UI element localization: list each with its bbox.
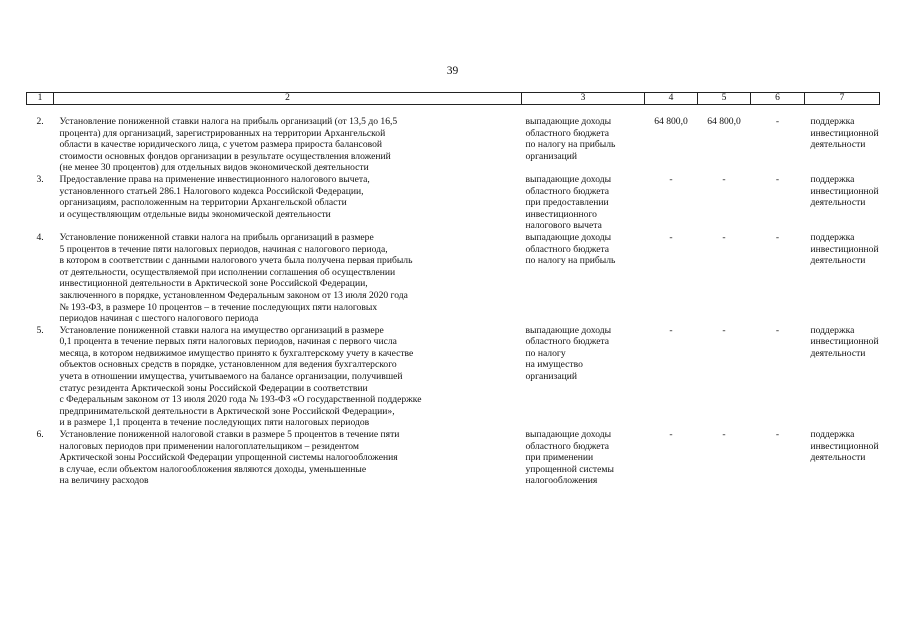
benefit-purpose [805, 232, 880, 325]
expenditure-type-line: по налогу на прибыль [525, 255, 616, 267]
benefit-description-line: и в размере 1,1 процента в течение последующих пяти налоговых периодов [59, 417, 370, 429]
benefit-description-line: инвестиционной деятельности в Арктической зоне Российской Федерации, [59, 278, 368, 290]
benefit-purpose-line: поддержка [810, 173, 855, 185]
benefit-description-line: Арктической зоны Российской Федерации упрощенной системы налогообложения [59, 452, 398, 464]
row-number: 2. [36, 116, 44, 127]
column-header-2: 2 [54, 93, 522, 105]
benefit-description [54, 429, 522, 487]
column-header-1: 1 [27, 93, 54, 105]
expenditure-type-line: налогообложения [525, 475, 598, 487]
value-col-4: - [669, 324, 673, 336]
value-col-6: - [775, 173, 780, 185]
value-col-6: - [775, 429, 780, 441]
benefit-description-line: предпринимательской деятельности в Арктической зоне Российской Федерации», [59, 405, 395, 417]
expenditure-type-line: областного бюджета [525, 127, 610, 139]
benefit-description-line: № 193-ФЗ, в размере 10 процентов – в течение последующих пяти налоговых [59, 301, 378, 313]
benefit-description-line: организациям, расположенным на территории Архангельской области [59, 197, 347, 209]
value-col-5: 64 800,0 [707, 116, 741, 127]
page-number: 39 [446, 65, 459, 77]
header-spacer [27, 105, 880, 117]
benefit-purpose-line: инвестиционной [810, 336, 879, 348]
expenditure-type-line: областного бюджета [525, 440, 610, 452]
benefit-description-line: налоговых периодов при применении налогоплательщиком – резидентом [59, 440, 359, 452]
benefit-description-line: статус резидента Арктической зоны Российской Федерации в соответствии [59, 382, 368, 394]
benefit-description-line: стоимости основных фондов организации в результате осуществления вложений [59, 150, 391, 162]
table-row [27, 429, 880, 487]
benefit-description-line: 0,1 процента в течение первых пяти налоговых периодов, начиная с первого числа [59, 336, 397, 348]
benefit-description-line: (не менее 30 процентов) для отдельных видов экономической деятельности [59, 162, 369, 174]
benefit-purpose-line: поддержка [810, 324, 855, 336]
expenditure-type-line: по налогу [525, 347, 566, 359]
row-number: 5. [36, 324, 44, 336]
table-row [27, 232, 880, 325]
expenditure-type-line: выпадающие доходы [525, 173, 612, 185]
benefit-description-line: в случае, если объектом налогообложения являются доходы, уменьшенные [59, 463, 367, 475]
benefit-description-line: с Федеральным законом от 13 июля 2020 года № 193-ФЗ «О государственной поддержке [59, 394, 422, 406]
expenditure-type-line: по налогу на прибыль [525, 139, 616, 151]
benefit-description [54, 325, 522, 429]
benefit-description [54, 116, 522, 174]
value-col-5: - [722, 231, 726, 243]
benefit-description-line: Установление пониженной ставки налога на прибыль организаций в размере [59, 231, 374, 243]
benefit-purpose-line: деятельности [810, 452, 866, 464]
benefit-purpose-line: деятельности [810, 197, 866, 209]
benefit-description-line: на величину расходов [59, 475, 149, 487]
benefit-description-line: заключенного в порядке, установленном Федеральным законом от 13 июля 2020 года [59, 289, 408, 301]
value-col-6: - [775, 231, 780, 243]
value-col-6: - [775, 116, 780, 127]
row-number: 4. [36, 231, 44, 243]
benefit-purpose-line: поддержка [810, 429, 855, 441]
benefit-purpose-line: инвестиционной [810, 185, 879, 197]
benefit-purpose-line: деятельности [810, 139, 866, 151]
benefit-purpose-line: деятельности [810, 347, 866, 359]
expenditure-type [522, 429, 645, 487]
expenditure-type-line: выпадающие доходы [525, 231, 612, 243]
benefit-description-line: Установление пониженной ставки налога на имущество организаций в размере [59, 324, 384, 336]
benefit-purpose-line: поддержка [810, 231, 855, 243]
column-header-5: 5 [698, 93, 751, 105]
expenditure-type-line: инвестиционного [525, 208, 597, 220]
row-number: 3. [36, 173, 44, 185]
column-header-6: 6 [751, 93, 805, 105]
benefit-description-line: периодов начиная с шестого налогового периода [59, 313, 259, 325]
table-row [27, 174, 880, 232]
benefit-description-line: Предоставление права на применение инвестиционного налогового вычета, [59, 173, 370, 185]
benefit-description-line: учета в отношении имущества, учитываемого на балансе организации, получившей [59, 371, 403, 383]
value-col-6: - [775, 324, 780, 336]
expenditure-type-line: на имущество [525, 359, 583, 371]
expenditure-type [522, 232, 645, 325]
expenditure-type [522, 116, 645, 174]
benefit-purpose-line: инвестиционной [810, 440, 879, 452]
expenditure-type-line: налогового вычета [525, 220, 602, 232]
value-col-4: - [669, 173, 673, 185]
table-row [27, 116, 880, 174]
expenditure-type-line: организаций [525, 371, 578, 383]
column-number-header-row [27, 93, 880, 105]
expenditure-type-line: выпадающие доходы [525, 324, 612, 336]
benefit-description-line: процента) для организаций, зарегистрированных на территории Архангельской [59, 127, 386, 139]
benefit-description-line: месяца, в котором недвижимое имущество принято к бухгалтерскому учету в качестве [59, 347, 414, 359]
benefit-description-line: установленного статьей 286.1 Налогового кодекса Российской Федерации, [59, 185, 364, 197]
benefit-description-line: области в качестве юридического лица, с учетом размера прироста балансовой [59, 139, 383, 151]
expenditure-type-line: организаций [525, 150, 578, 162]
expenditure-type-line: областного бюджета [525, 243, 610, 255]
benefit-purpose-line: поддержка [810, 116, 855, 127]
benefit-purpose [805, 116, 880, 174]
benefit-description [54, 232, 522, 325]
benefit-description-line: в котором в соответствии с данными налогового учета была получена первая прибыль [59, 255, 413, 267]
benefit-purpose-line: деятельности [810, 255, 866, 267]
expenditure-type-line: областного бюджета [525, 336, 610, 348]
benefit-description [54, 174, 522, 232]
benefit-description-line: Установление пониженной ставки налога на прибыль организаций (от 13,5 до 16,5 [59, 116, 398, 127]
expenditure-type-line: упрощенной системы [525, 463, 614, 475]
expenditure-type-line: выпадающие доходы [525, 116, 612, 127]
benefit-description-line: объектов основных средств в порядке, установленном для ведения бухгалтерского [59, 359, 397, 371]
expenditure-type [522, 325, 645, 429]
column-header-4: 4 [645, 93, 698, 105]
expenditure-type-line: при применении [525, 452, 594, 464]
expenditure-type [522, 174, 645, 232]
benefit-purpose [805, 429, 880, 487]
value-col-4: - [669, 429, 673, 441]
expenditure-type-line: выпадающие доходы [525, 429, 612, 441]
tax-benefits-table [26, 92, 880, 487]
expenditure-type-line: при предоставлении [525, 197, 609, 209]
benefit-description-line: и осуществляющим отдельные виды экономической деятельности [59, 208, 331, 220]
value-col-4: - [669, 231, 673, 243]
benefit-purpose [805, 174, 880, 232]
benefit-description-line: 5 процентов в течение пяти налоговых периодов, начиная с налогового периода, [59, 243, 388, 255]
benefit-purpose [805, 325, 880, 429]
value-col-5: - [722, 173, 726, 185]
value-col-5: - [722, 324, 726, 336]
column-header-7: 7 [805, 93, 880, 105]
table-row [27, 325, 880, 429]
benefit-description-line: Установление пониженной налоговой ставки в размере 5 процентов в течение пяти [59, 429, 400, 441]
benefit-purpose-line: инвестиционной [810, 243, 879, 255]
benefit-purpose-line: инвестиционной [810, 127, 879, 139]
expenditure-type-line: областного бюджета [525, 185, 610, 197]
column-header-3: 3 [522, 93, 645, 105]
value-col-4: 64 800,0 [654, 116, 688, 127]
value-col-5: - [722, 429, 726, 441]
row-number: 6. [36, 429, 44, 441]
benefit-description-line: от деятельности, осуществляемой при исполнении соглашения об осуществлении [59, 266, 396, 278]
